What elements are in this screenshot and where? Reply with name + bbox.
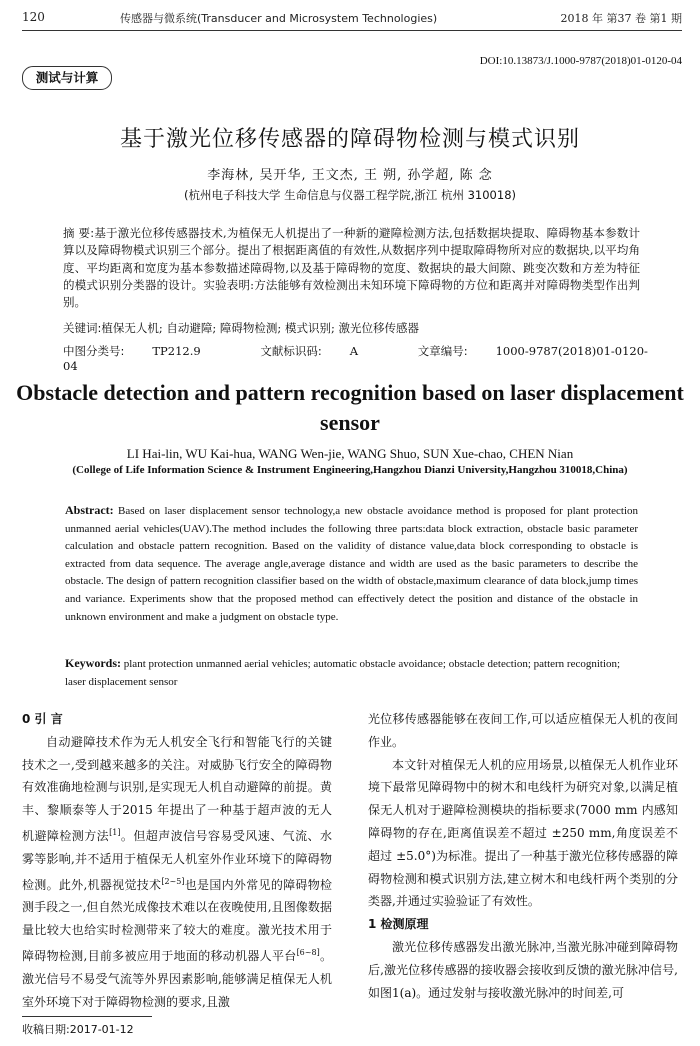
cn-authors: 李海林, 吴开华, 王文杰, 王 朔, 孙学超, 陈 念 (207, 168, 493, 183)
section-1-heading: 1 检测原理 (368, 917, 429, 932)
cn-affiliation: (杭州电子科技大学 生命信息与仪器工程学院,浙江 杭州 310018) (184, 188, 516, 202)
clc-value: TP212.9 (152, 344, 201, 358)
citation-1[interactable]: [1] (109, 827, 121, 837)
intro-text-3: 也是国内外常见的障碍物检测手段之一,但自然光成像技术难以在夜晚使用,且图像数据量比较大也给实时检测带来了较大的难度。激光技术用于障碍物检测,目前多被应用于地面的移动机器人平台 (22, 877, 332, 963)
scope-paragraph: 本文针对植保无人机的应用场景,以植保无人机作业环境下最常见障碍物中的树木和电线杆为研究对象,以满足植保无人机对于避障检测模块的指标要求(7000 mm 内感知障碍物的存在,距离值误差不超过 ±250 mm,角度误差不超过 ±5.0°)为标准。提出了一种基于激光位移传感器的障碍物检测和模式识别方法,建立树木和电线杆两个类别的分类器,并通过实验验证了有效性。 (368, 757, 678, 909)
body-right-column (368, 708, 678, 1004)
journal-name: 传感器与微系统(Transducer and Microsystem Technologies) (120, 12, 438, 25)
header-rule (22, 30, 682, 31)
cn-title: 基于激光位移传感器的障碍物检测与模式识别 (119, 127, 580, 152)
intro-paragraph (22, 731, 332, 1014)
citation-3[interactable]: [6~8] (296, 947, 320, 957)
clc-label: 中图分类号: (63, 344, 125, 358)
received-date: 收稿日期:2017-01-12 (22, 1023, 134, 1036)
body-left-column (22, 708, 332, 1013)
en-affiliation: (College of Life Information Science & Instrument Engineering,Hangzhou Dianzi University,Hangzhou 310018,China) (72, 464, 628, 476)
intro-text-1: 自动避障技术作为无人机安全飞行和智能飞行的关键技术之一,受到越来越多的关注。对威胁飞行安全的障碍物有效准确地检测与识别,是实现无人机自动避障的前提。黄丰、黎顺泰等人于2015 年提出了一种基于超声波的无人机避障检测方法 (22, 734, 332, 843)
doc-code-label: 文献标识码: (260, 344, 322, 358)
en-title: Obstacle detection and pattern recognition based on laser displacement sensor (16, 380, 684, 435)
issue-info: 2018 年 第37 卷 第1 期 (560, 12, 682, 25)
en-keywords (65, 655, 638, 691)
doi: DOI:10.13873/J.1000-9787(2018)01-0120-04 (479, 55, 682, 67)
en-authors: LI Hai-lin, WU Kai-hua, WANG Wen-jie, WANG Shuo, SUN Xue-chao, CHEN Nian (126, 446, 574, 461)
en-keywords-label: Keywords: (65, 656, 121, 670)
intro-continuation: 光位移传感器能够在夜间工作,可以适应植保无人机的夜间作业。 (368, 712, 678, 749)
cn-abstract-label: 摘 要: (63, 226, 95, 240)
cn-keywords-text: 植保无人机; 自动避障; 障碍物检测; 模式识别; 激光位移传感器 (101, 321, 419, 335)
en-abstract (65, 502, 638, 626)
section-tag: 测试与计算 (22, 66, 112, 90)
cn-abstract (63, 225, 640, 311)
cn-keywords (63, 320, 663, 336)
section-0-heading: 0 引 言 (22, 712, 63, 726)
principle-paragraph: 激光位移传感器发出激光脉冲,当激光脉冲碰到障碍物后,激光位移传感器的接收器会接收到反馈的激光脉冲信号,如图1(a)。通过发射与接收激光脉冲的时间差,可 (368, 939, 678, 1000)
doc-code-value: A (349, 344, 359, 358)
article-no-label: 文章编号: (417, 344, 468, 358)
cn-abstract-text: 基于激光位移传感器技术,为植保无人机提出了一种新的避障检测方法,包括数据块提取、障碍物基本参数计算以及障碍物模式识别三个部分。提出了根据距离值的有效性,从数据序列中提取障碍物所对应的数据块,以平均角度、平均距离和宽度为基本参数描述障碍物,以及基于障碍物的宽度、数据块的最大间隙、跳变次数和方差为特征的模式识别分类器的设计。实验表明:方法能够有效检测出未知环境下障碍物的方位和距离并对障碍物类型作出判别。 (63, 226, 641, 310)
en-abstract-text: Based on laser displacement sensor technology,a new obstacle avoidance method is proposed for plant protection unmanned aerial vehicles(UAV).The method includes the following three parts:data block extraction, obstacle basic parameter calculation and obstacle pattern recognition. Based on the validity of distance value,data block corresponding to obstacle is extracted from data sequence. The average angle,average distance and width are used as the basic parameters to describe the obstacle. The design of pattern recognition classifier based on the width of obstacle,maximum clearance of data block,jump times and variance. Experiments show that the proposed method can effectively detect the position and distance of the obstacle in unknown environment and make a judgment on obstacle type. (65, 505, 638, 623)
en-keywords-text: plant protection unmanned aerial vehicles; automatic obstacle avoidance; obstacle detection; pattern recognition; laser displacement sensor (65, 658, 621, 688)
en-abstract-label: Abstract: (65, 503, 114, 517)
intro-text-2: 。但超声波信号容易受风速、气流、水雾等影响,并不适用于植保无人机室外作业环境下的障碍物检测。此外,机器视觉技术 (22, 828, 332, 892)
article-no-value: 1000-9787(2018)01-0120-04 (63, 344, 648, 373)
intro-text-4: 。激光信号不易受气流等外界因素影响,能够满足植保无人机室外环境下对于障碍物检测的要求,且激 (22, 948, 332, 1009)
citation-2[interactable]: [2~5] (161, 876, 185, 886)
footnote-rule (22, 1016, 152, 1017)
page-number: 120 (22, 10, 45, 24)
classification-row (63, 343, 700, 373)
cn-keywords-label: 关键词: (63, 321, 102, 335)
